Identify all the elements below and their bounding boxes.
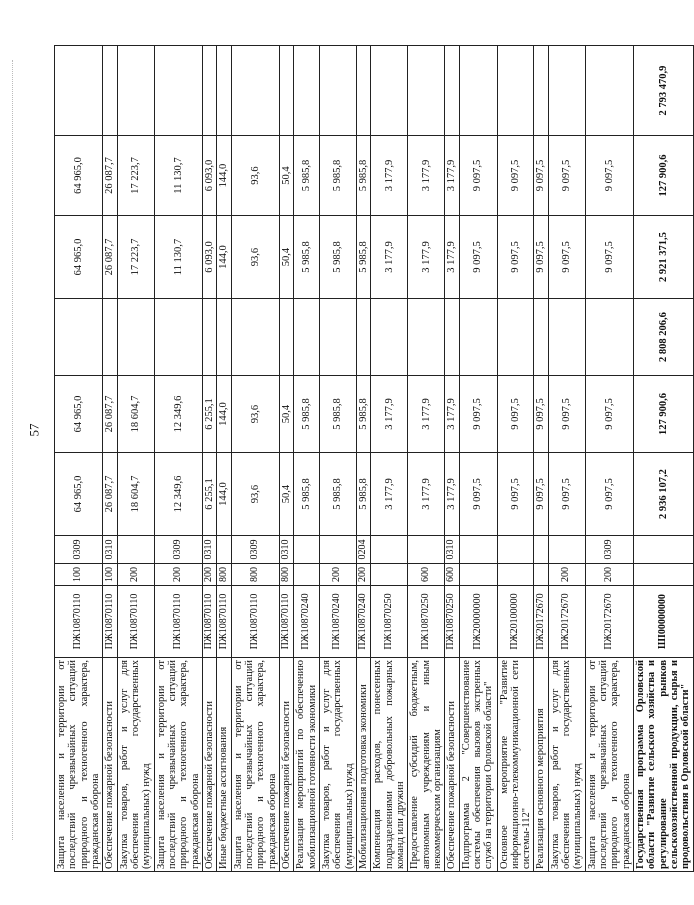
row-federal-2019: 2 808 206,6 [634, 299, 694, 376]
row-federal-2020 [408, 46, 445, 136]
row-federal-2019 [202, 299, 216, 376]
row-name: Закупка товаров, работ и услуг для обеспечения государственных (муниципальных) нужд [319, 658, 356, 872]
row-vr [459, 564, 497, 586]
table-row [117, 46, 154, 872]
row-rz: 0309 [55, 536, 103, 564]
table-row [294, 46, 320, 872]
row-regional-2019: 9 097,5 [585, 376, 633, 453]
row-total-2019: 3 177,9 [371, 453, 408, 536]
row-federal-2019 [154, 299, 202, 376]
row-vr: 200 [117, 564, 154, 586]
row-regional-2019: 3 177,9 [445, 376, 459, 453]
row-name: Обеспечение пожарной безопасности [445, 658, 459, 872]
row-federal-2019 [217, 299, 231, 376]
table-row [279, 46, 293, 872]
row-total-2020: 11 130,7 [154, 216, 202, 299]
table-row [356, 46, 370, 872]
row-federal-2019 [534, 299, 548, 376]
row-regional-2020: 9 097,5 [534, 136, 548, 216]
row-total-2020: 3 177,9 [408, 216, 445, 299]
row-regional-2020: 17 223,7 [117, 136, 154, 216]
row-regional-2020: 9 097,5 [497, 136, 534, 216]
row-vr: 800 [217, 564, 231, 586]
row-name: Реализация основного мероприятия [534, 658, 548, 872]
row-total-2020: 3 177,9 [371, 216, 408, 299]
row-rz [217, 536, 231, 564]
row-code: ПЖ10870110 [55, 586, 103, 658]
row-code: ПЖ20000000 [459, 586, 497, 658]
row-federal-2019 [408, 299, 445, 376]
table-row [445, 46, 459, 872]
row-regional-2020: 3 177,9 [371, 136, 408, 216]
row-name: Иные бюджетные ассигнования [217, 658, 231, 872]
table-row [55, 46, 103, 872]
row-vr: 200 [548, 564, 585, 586]
row-total-2020: 9 097,5 [534, 216, 548, 299]
row-total-2020: 144,0 [217, 216, 231, 299]
row-federal-2020 [459, 46, 497, 136]
row-regional-2020: 11 130,7 [154, 136, 202, 216]
row-vr [497, 564, 534, 586]
row-regional-2020: 5 985,8 [319, 136, 356, 216]
table-row [408, 46, 445, 872]
row-regional-2020: 144,0 [217, 136, 231, 216]
row-regional-2019: 50,4 [279, 376, 293, 453]
row-federal-2019 [548, 299, 585, 376]
row-regional-2019: 127 900,6 [634, 376, 694, 453]
row-code: ПЖ20172670 [534, 586, 548, 658]
budget-table [54, 45, 694, 872]
row-regional-2019: 64 965,0 [55, 376, 103, 453]
row-code: ШI00000000 [634, 586, 694, 658]
row-federal-2020 [279, 46, 293, 136]
row-code: ПЖ10870110 [202, 586, 216, 658]
row-vr: 800 [279, 564, 293, 586]
row-total-2019: 2 936 107,2 [634, 453, 694, 536]
row-vr: 800 [231, 564, 279, 586]
row-federal-2020 [103, 46, 117, 136]
row-rz: 0204 [356, 536, 370, 564]
row-federal-2020 [585, 46, 633, 136]
table-row [497, 46, 534, 872]
row-regional-2020: 5 985,8 [356, 136, 370, 216]
row-vr: 200 [202, 564, 216, 586]
row-vr: 100 [103, 564, 117, 586]
row-regional-2020: 3 177,9 [408, 136, 445, 216]
row-federal-2020: 2 793 470,9 [634, 46, 694, 136]
row-total-2019: 3 177,9 [445, 453, 459, 536]
row-name: Защита населения и территории от последствий чрезвычайных ситуаций природного и техногенного характера, гражданская оборона [231, 658, 279, 872]
row-federal-2020 [154, 46, 202, 136]
row-federal-2019 [319, 299, 356, 376]
table-row [548, 46, 585, 872]
row-name: Закупка товаров, работ и услуг для обеспечения государственных (муниципальных) нужд [548, 658, 585, 872]
row-rz: 0310 [202, 536, 216, 564]
row-total-2020: 93,6 [231, 216, 279, 299]
row-regional-2020: 6 093,0 [202, 136, 216, 216]
table-row [371, 46, 408, 872]
row-total-2020: 17 223,7 [117, 216, 154, 299]
row-name: Закупка товаров, работ и услуг для обеспечения государственных (муниципальных) нужд [117, 658, 154, 872]
table-row [634, 46, 694, 872]
page-number: 57 [26, 423, 42, 437]
row-vr: 100 [55, 564, 103, 586]
row-name: Мобилизационная подготовка экономики [356, 658, 370, 872]
row-name: Подпрограмма 2 "Совершенствование системы обеспечения вызовов экстренных служб на территории Орловской области" [459, 658, 497, 872]
row-federal-2019 [279, 299, 293, 376]
row-regional-2019: 3 177,9 [371, 376, 408, 453]
row-total-2019: 9 097,5 [497, 453, 534, 536]
row-federal-2020 [445, 46, 459, 136]
row-code: ПЖ10870240 [319, 586, 356, 658]
row-rz [459, 536, 497, 564]
row-total-2020: 5 985,8 [319, 216, 356, 299]
row-rz [117, 536, 154, 564]
row-total-2020: 9 097,5 [548, 216, 585, 299]
row-total-2020: 3 177,9 [445, 216, 459, 299]
row-code: ПЖ20172670 [548, 586, 585, 658]
row-regional-2019: 12 349,6 [154, 376, 202, 453]
row-total-2019: 6 255,1 [202, 453, 216, 536]
row-federal-2019 [497, 299, 534, 376]
row-regional-2020: 50,4 [279, 136, 293, 216]
row-vr: 600 [408, 564, 445, 586]
row-code: ПЖ10870110 [103, 586, 117, 658]
row-federal-2020 [55, 46, 103, 136]
row-regional-2019: 5 985,8 [319, 376, 356, 453]
row-total-2019: 12 349,6 [154, 453, 202, 536]
row-regional-2019: 5 985,8 [294, 376, 320, 453]
row-code: ПЖ10870250 [371, 586, 408, 658]
row-federal-2019 [356, 299, 370, 376]
table-row [534, 46, 548, 872]
row-total-2019: 18 604,7 [117, 453, 154, 536]
row-total-2020: 2 921 371,5 [634, 216, 694, 299]
row-rz [548, 536, 585, 564]
row-federal-2019 [585, 299, 633, 376]
table-row [459, 46, 497, 872]
row-name: Государственная программа Орловской области "Развитие сельского хозяйства и регулирование рынков сельскохозяйственной продукции, сырья и продовольствия в Орловской области" [634, 658, 694, 872]
row-total-2020: 50,4 [279, 216, 293, 299]
row-federal-2019 [371, 299, 408, 376]
row-regional-2020: 3 177,9 [445, 136, 459, 216]
row-regional-2019: 3 177,9 [408, 376, 445, 453]
row-code: ПЖ10870110 [231, 586, 279, 658]
row-total-2019: 5 985,8 [356, 453, 370, 536]
row-federal-2019 [294, 299, 320, 376]
row-rz [319, 536, 356, 564]
row-federal-2020 [534, 46, 548, 136]
row-name: Обеспечение пожарной безопасности [103, 658, 117, 872]
row-code: ПЖ20100000 [497, 586, 534, 658]
row-regional-2020: 9 097,5 [548, 136, 585, 216]
row-total-2020: 5 985,8 [356, 216, 370, 299]
table-row [103, 46, 117, 872]
row-name: Предоставление субсидий бюджетным, автономным учреждениям и иным некоммерческим организациям [408, 658, 445, 872]
row-federal-2019 [445, 299, 459, 376]
row-rz [634, 536, 694, 564]
row-vr: 600 [445, 564, 459, 586]
row-code: ПЖ10870110 [217, 586, 231, 658]
row-federal-2020 [231, 46, 279, 136]
row-total-2019: 9 097,5 [548, 453, 585, 536]
row-name: Защита населения и территории от последствий чрезвычайных ситуаций природного и техногенного характера, гражданская оборона [55, 658, 103, 872]
row-total-2020: 6 093,0 [202, 216, 216, 299]
row-total-2019: 9 097,5 [585, 453, 633, 536]
table-row [319, 46, 356, 872]
row-rz [294, 536, 320, 564]
row-federal-2019 [117, 299, 154, 376]
row-vr: 200 [154, 564, 202, 586]
row-vr: 200 [585, 564, 633, 586]
row-name: Компенсация расходов, понесенных подразделениями добровольных пожарных команд или дружин [371, 658, 408, 872]
row-rz [408, 536, 445, 564]
row-federal-2019 [55, 299, 103, 376]
row-name: Защита населения и территории от последствий чрезвычайных ситуаций природного и техногенного характера, гражданская оборона [585, 658, 633, 872]
row-federal-2020 [117, 46, 154, 136]
row-regional-2020: 9 097,5 [459, 136, 497, 216]
row-regional-2020: 64 965,0 [55, 136, 103, 216]
row-federal-2020 [371, 46, 408, 136]
row-regional-2020: 26 087,7 [103, 136, 117, 216]
row-total-2020: 26 087,7 [103, 216, 117, 299]
row-code: ПЖ10870250 [445, 586, 459, 658]
row-federal-2020 [217, 46, 231, 136]
row-total-2019: 5 985,8 [319, 453, 356, 536]
table-row [202, 46, 216, 872]
row-code: ПЖ10870110 [154, 586, 202, 658]
row-federal-2019 [103, 299, 117, 376]
table-row [154, 46, 202, 872]
row-code: ПЖ20172670 [585, 586, 633, 658]
row-regional-2020: 93,6 [231, 136, 279, 216]
row-regional-2019: 18 604,7 [117, 376, 154, 453]
row-federal-2020 [356, 46, 370, 136]
row-total-2019: 50,4 [279, 453, 293, 536]
row-rz [497, 536, 534, 564]
row-total-2020: 9 097,5 [497, 216, 534, 299]
row-name: Основное мероприятие "Развитие информационно-телекоммуникационной сети системы-112" [497, 658, 534, 872]
table-row [217, 46, 231, 872]
row-regional-2019: 9 097,5 [497, 376, 534, 453]
rotated-page [54, 46, 692, 872]
row-regional-2019: 9 097,5 [534, 376, 548, 453]
row-vr [294, 564, 320, 586]
row-regional-2019: 144,0 [217, 376, 231, 453]
row-rz: 0310 [103, 536, 117, 564]
row-total-2020: 5 985,8 [294, 216, 320, 299]
row-code: ПЖ10870240 [356, 586, 370, 658]
row-federal-2020 [497, 46, 534, 136]
row-total-2020: 9 097,5 [459, 216, 497, 299]
row-total-2019: 26 087,7 [103, 453, 117, 536]
row-regional-2019: 26 087,7 [103, 376, 117, 453]
row-code: ПЖ10870250 [408, 586, 445, 658]
row-regional-2020: 5 985,8 [294, 136, 320, 216]
row-rz: 0309 [585, 536, 633, 564]
row-vr [534, 564, 548, 586]
row-name: Защита населения и территории от последствий чрезвычайных ситуаций природного и техногенного характера, гражданская оборона [154, 658, 202, 872]
row-regional-2020: 9 097,5 [585, 136, 633, 216]
row-vr [634, 564, 694, 586]
row-total-2019: 5 985,8 [294, 453, 320, 536]
row-name: Обеспечение пожарной безопасности [279, 658, 293, 872]
row-federal-2020 [294, 46, 320, 136]
row-code: ПЖ10870110 [117, 586, 154, 658]
row-total-2019: 144,0 [217, 453, 231, 536]
row-total-2020: 64 965,0 [55, 216, 103, 299]
row-rz: 0310 [445, 536, 459, 564]
row-name: Реализация мероприятий по обеспечению мобилизационной готовности экономики [294, 658, 320, 872]
row-rz [534, 536, 548, 564]
row-regional-2019: 6 255,1 [202, 376, 216, 453]
row-regional-2019: 9 097,5 [459, 376, 497, 453]
table-row [231, 46, 279, 872]
row-vr: 200 [319, 564, 356, 586]
row-federal-2019 [231, 299, 279, 376]
row-regional-2019: 93,6 [231, 376, 279, 453]
row-name: Обеспечение пожарной безопасности [202, 658, 216, 872]
row-rz [371, 536, 408, 564]
row-total-2019: 3 177,9 [408, 453, 445, 536]
row-regional-2019: 5 985,8 [356, 376, 370, 453]
row-total-2020: 9 097,5 [585, 216, 633, 299]
row-total-2019: 64 965,0 [55, 453, 103, 536]
row-total-2019: 9 097,5 [459, 453, 497, 536]
row-vr [371, 564, 408, 586]
row-rz: 0309 [231, 536, 279, 564]
row-regional-2019: 9 097,5 [548, 376, 585, 453]
row-rz: 0309 [154, 536, 202, 564]
row-total-2019: 9 097,5 [534, 453, 548, 536]
row-federal-2020 [548, 46, 585, 136]
row-regional-2020: 127 900,6 [634, 136, 694, 216]
table-body [55, 46, 694, 872]
row-vr: 200 [356, 564, 370, 586]
row-rz: 0310 [279, 536, 293, 564]
row-federal-2019 [459, 299, 497, 376]
row-total-2019: 93,6 [231, 453, 279, 536]
row-code: ПЖ10870240 [294, 586, 320, 658]
row-code: ПЖ10870110 [279, 586, 293, 658]
row-federal-2020 [202, 46, 216, 136]
margin-guide [12, 60, 14, 840]
table-row [585, 46, 633, 872]
row-federal-2020 [319, 46, 356, 136]
